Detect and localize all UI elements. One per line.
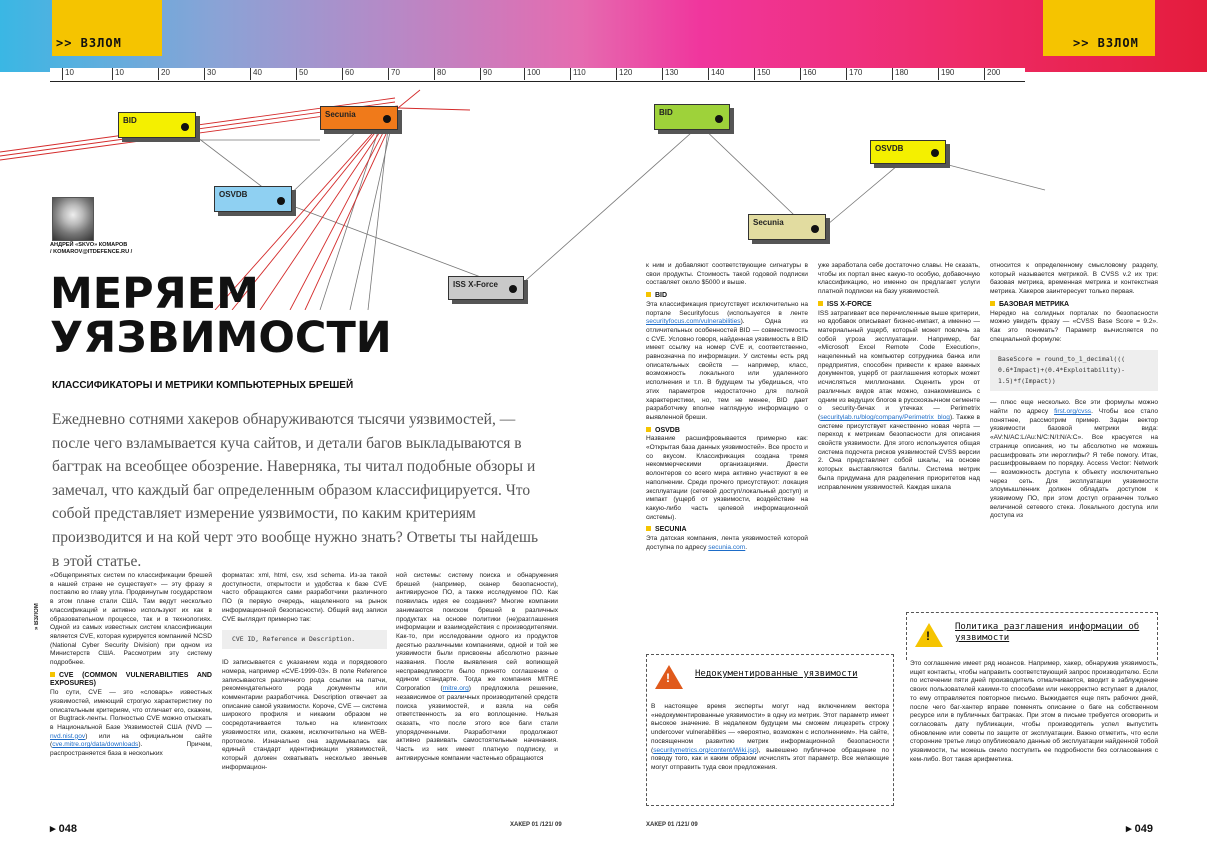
diagram-box-label: ISS X-Force [453, 280, 498, 289]
diagram-box-bid [118, 112, 196, 138]
diagram-box-label: OSVDB [875, 144, 904, 153]
code-line: BaseScore = round_to_1_decimal((( [998, 355, 1125, 364]
code-snippet: CVE ID, Reference и Description. [222, 630, 387, 649]
link[interactable]: secunia.com [708, 543, 746, 551]
ruler-tick: 20 [158, 68, 170, 80]
ruler-tick: 10 [112, 68, 124, 80]
paragraph: Нередко на солидных порталах по безопасности можно увидеть фразу — «CVSS Base Score = 9.2». Как это понимать? Параметр вычисляется по специальной формуле: [990, 309, 1158, 343]
article-title [50, 269, 392, 363]
link[interactable]: cve.mitre.org/data/downloads [52, 741, 139, 749]
section-tag-right: >> ВЗЛОМ [1043, 0, 1155, 56]
text-column-4 [646, 262, 808, 556]
paragraph: уже заработала себе достаточно славы. Не сказать, чтобы их портал внес какую-то особую, добавочную классификацию, но именно он предлагает услуги платной подписки на базу уязвимостей. [818, 262, 980, 296]
page-number-left: ▸ 048 [50, 823, 77, 835]
diagram-box-secunia [320, 106, 398, 130]
diagram-link [815, 155, 910, 235]
text-column-6 [990, 262, 1158, 524]
code-line: 0.6*Impact)+(0.4*Exploitability)- [998, 366, 1125, 375]
paragraph: Название расшифровывается примерно как: «Открытая база данных уязвимостей». Все просто и со вкусом. Классификация создана тремя некоммерческими организациями. Двести волонтеров со всего мира активно участвуют в ее наполнении. Среди прочего присутствуют: локация эксплуатации (сетевой доступ/локальный доступ) и импакт (ущерб от уязвимости, воздействие на какую-либо часть целевой информационной системы). [646, 435, 808, 521]
author-info [50, 242, 132, 256]
diagram-box-label: OSVDB [219, 190, 248, 199]
paragraph: Эта классификация присутствует исключительно на портале Securityfocus (используется в ленте securityfocus.com/vulnerabilities). Одна из отличительных особенностей BID — совместимость с CVE. Условно говоря, найденная уязвимость в BID имеет ссылку на номер CVE и, соответственно, равнозначна по информации. У системы есть ряд описательных свойств — например, класс, возможность локального или удаленного исполнения и т.п. В будущем ты убедишься, что этих параметров недостаточно для полной характеристики, но, тем не менее, BID дает разработчику вполне наглядную информацию о выявленной бреши. [646, 300, 808, 421]
link[interactable]: first.org/cvss [1054, 408, 1092, 416]
magazine-issue-right: ХАКЕР 01 /121/ 09 [646, 822, 698, 828]
author-name: АНДРЕЙ «SKVO» КОМАРОВ [50, 242, 128, 248]
diagram-node-dot [811, 225, 819, 233]
diagram-node-dot [181, 123, 189, 131]
diagram-node-dot [931, 149, 939, 157]
section-heading: ISS X-FORCE [818, 301, 980, 310]
section-heading: БАЗОВАЯ МЕТРИКА [990, 301, 1158, 310]
header-band [0, 0, 1207, 72]
diagram-node-dot [383, 115, 391, 123]
side-section-label: » ВЗЛОМ [34, 603, 40, 630]
diagram-box-osvdb-2 [870, 140, 946, 164]
ruler-tick: 110 [570, 68, 586, 80]
text-column-1 [50, 572, 212, 762]
diagram-box-bid-2 [654, 104, 730, 130]
ruler-tick: 70 [388, 68, 400, 80]
article-title-line: МЕРЯЕМ [50, 269, 259, 319]
text-column-5 [818, 262, 980, 495]
article-lead: Ежедневно сотнями хакеров обнаруживаются тысячи уязвимостей, — после чего взламывается куча сайтов, и детали багов выкладываются в багтрак на всеобщее обозрение. Наверняка, ты читал подобные обзоры и замечал, что каждый баг определенным образом классифицируется. Что собой представляет измерение уязвимости, по каким критериям производится и на кой черт это вообще нужно знать? Ответы ты найдешь в этой статье. [52, 411, 539, 570]
diagram-red-line [398, 108, 470, 110]
link[interactable]: securitylab.ru/blog/company/Perimetrix_blog [820, 413, 950, 421]
paragraph: — плюс еще несколько. Все эти формулы можно найти по адресу first.org/cvss. Чтобы все стало понятнее, рассмотрим пример. Задан вектор уязвимости базовой метрики вида: «AV:N/AC:L/Au:N/C:N/I:N/A:C». Все красуется на странице описания, но ты абсолютно не можешь расшифровать эти иероглифы? Я тебе помогу. Итак, расшифровываем по порядку. Access Vector: Network — возможность доступа к объекту исключительно через сеть. Для эксплуатации уязвимости злоумышленник должен обладать доступом к уязвимому ПО, при этом доступ ограничен только величиной сетевого стека. Локального доступа или доступа из [990, 399, 1159, 520]
link[interactable]: securityfocus.com/vulnerabilities [646, 318, 741, 326]
ruler-tick: 100 [524, 68, 540, 80]
diagram-node-dot [509, 285, 517, 293]
code-line: 1.5)*f(Impact)) [998, 377, 1056, 386]
section-tag-left: >> ВЗЛОМ [52, 0, 162, 56]
ruler-tick: 60 [342, 68, 354, 80]
ruler-tick: 200 [984, 68, 1000, 80]
paragraph: относится к определенному смысловому разделу, который называется метрикой. В CVSS v.2 их три: базовая метрика, временная метрика и контекстная метрика. Хакеров заинтересует только первая. [990, 262, 1158, 296]
diagram-box-label: Secunia [753, 218, 784, 227]
magazine-issue-left: ХАКЕР 01 /121/ 09 [510, 822, 562, 828]
formula-code [990, 350, 1158, 391]
ruler-tick: 160 [800, 68, 816, 80]
diagram-red-line [398, 90, 420, 108]
section-heading: SECUNIA [646, 526, 808, 535]
page-number-right: ▸ 049 [1126, 823, 1153, 835]
ruler-tick: 170 [846, 68, 862, 80]
warning-icon: ! [915, 623, 943, 647]
article-subtitle: КЛАССИФИКАТОРЫ И МЕТРИКИ КОМПЬЮТЕРНЫХ БРЕШЕЙ [52, 380, 354, 391]
section-heading: OSVDB [646, 427, 808, 436]
callout-undocumented [646, 654, 894, 806]
ruler-tick: 10 [62, 68, 74, 80]
ruler-tick: 180 [892, 68, 908, 80]
link[interactable]: nvd.nist.gov [50, 732, 86, 740]
author-email: / KOMAROV@ITDEFENCE.RU / [50, 249, 133, 255]
callout-title: Недокументированные уязвимости [695, 669, 858, 679]
warning-icon: ! [655, 665, 683, 689]
paragraph: форматах: xml, html, csv, xsd schema. Из-за такой доступности, открытости и удобства к базе CVE часто обращаются сами разработчики различного ПО (в первую очередь, нацеленного на рынок информационной безопасности). Общий вид записи CVE выглядит примерно так: [222, 572, 387, 623]
ruler-tick: 40 [250, 68, 262, 80]
paragraph: «Общепринятых систем по классификации брешей в нашей стране не существует» — эту фразу я поставлю во главу угла. Продвинутым государством в этом плане стали США. Там ведут несколько классификаций и активно используют их как в образовательном процессе, так и в технологиях. Одной из самых известных систем классификации является CVE, которая курируется компанией NCSD (National Cyber Security Division) при одном из Министерств США. Рассмотрим эту систему подробнее. [50, 572, 212, 667]
text-column-2 [222, 572, 387, 775]
callout-title: Политика разглашения информации об уязвимости [955, 622, 1140, 643]
ruler-tick: 190 [938, 68, 954, 80]
diagram-box-label: BID [659, 108, 673, 117]
callout-text: В настоящее время эксперты могут над включением вектора «недокументированные уязвимости» в одну из метрик. Этот параметр имеет высокое значение. В недалеком будущем мы сможем лицезреть строку undercover vulnerabilities — «вероятно, возможен с исполнением». На сайте, посвященном развитию метрик информационной безопасности (securitymetrics.org/content/Wiki.jsp), вывешено публичное обращение по поводу того, как и каким образом исчислять этот параметр. Все желающие могут отправить туда свои предложения. [651, 703, 889, 771]
link[interactable]: mitre.org [442, 685, 469, 693]
diagram-box-osvdb [214, 186, 292, 212]
paragraph: ID записывается с указанием кода и порядкового номера, например «CVE-1999-03». В поле Reference записываются различного рода ссылки на патчи, рекомендательного рода документы или комментарии разработчика. Description отвечает за описание самой уязвимости. Короче, CVE — система широкого профиля и никаким образом не сосредотачивается только на клиентских уязвимостях или, скажем, исключительно на WEB-протоколе. Изначально она задумывалась как единый стандарт идентификации уязвимостей, который должен охватывать несколько звеньев информацион- [222, 659, 387, 771]
paragraph: ISS затрагивает все перечисленные выше критерии, но вдобавок описывает бизнес-импакт, а именно — материальный ущерб, который может повлечь за собой угроза эксплуатации. Например, баг «Microsoft Excel Remote Code Execution», нацеленный на компьютер сотрудника банка или предприятия, способен привести к краже важных документов, ущерб от разглашения которых может исчисляться миллионами. Оценить урон от различных видов атак можно, ознакомившись с одним из ведущих блогов в русскоязычном сегменте о security-бичах и утечках — Perimetrix (securitylab.ru/blog/company/Perimetrix_blog). Также в системе присутствует качественно новая черта — переход к метрикам безопасности для описания свойств уязвимости. Для этого используется общая система подсчета рисков уязвимостей CVSS версии 2. Она представляет собой шкалы, на основе которых выставляются баллы. Система метрик была придумана для разделения приоритетов над исправлением уязвимостей. Каждая шкала [818, 309, 980, 491]
paragraph: ной системы: систему поиска и обнаружения брешей (например, сканер безопасности), антивирусное ПО, а также исследуемое ПО. Как появилась идея ее создания? Многие компании занимаются поиском брешей в различных продуктах на основе политики (не)разглашения информации и взаимодействия с производителями. Как-то, при исследовании одного из продуктов десятью различными компаниями, одной и той же уязвимости были присвоены абсолютно разные названия. После выявления сей вопиющей несправедливости было принято соглашение о едином стандарте. Тогда же компания MITRE Corporation (mitre.org) предложила решение, независимое от различных производителей средств поиска уязвимостей, и взяла на себя ответственность за его воплощение. Нельзя сказать, что после этого все баги стали упорядоченными. Разработчики продолжают активно развивать самостоятельные начинания. Часть из них имеет платную подписку, и антивирусные компании частенько обращаются [396, 572, 558, 762]
ruler-tick: 30 [204, 68, 216, 80]
ruler-tick: 150 [754, 68, 770, 80]
author-photo [52, 197, 94, 241]
paragraph: Эта датская компания, лента уязвимостей которой доступна по адресу secunia.com. [646, 535, 808, 551]
paragraph: к ним и добавляют соответствующие сигнатуры в свои продукты. Стоимость такой годовой подписки составляет около $5000 и выше. [646, 262, 808, 287]
ruler-tick: 50 [296, 68, 308, 80]
diagram-box-label: Secunia [325, 110, 356, 119]
diagram-box-secunia-2 [748, 214, 826, 240]
diagram-box-label: BID [123, 116, 137, 125]
text-column-3 [396, 572, 558, 766]
ruler-tick: 90 [480, 68, 492, 80]
section-heading: CVE (COMMON VULNERABILITIES AND EXPOSURES) [50, 671, 212, 688]
article-title-line: УЯЗВИМОСТИ [50, 313, 392, 363]
ruler-tick: 140 [708, 68, 724, 80]
diagram-node-dot [715, 115, 723, 123]
section-heading: BID [646, 292, 808, 301]
link[interactable]: securitymetrics.org/content/Wiki.jsp [653, 746, 757, 754]
paragraph: По сути, CVE — это «словарь» известных уязвимостей, имеющий строгую характеристику по описательным критериям, что отличает его, скажем, от Bugtrack-ленты. Полностью CVE можно отыскать в Национальной Базе Уязвимостей США (NVD — nvd.nist.gov) или на официальном сайте (cve.mitre.org/data/downloads). Причем, распространяется база в нескольких [50, 689, 212, 758]
callout-disclosure-text: Это соглашение имеет ряд нюансов. Например, хакер, обнаружив уязвимость, ищет контакты, чтобы направить соответствующий запрос производителю. Если по истечении пяти дней производитель отмалчивается, вводит в заблуждение своих пользователей какими-то способами или некорректно вступает в диалог, то ему отправляется повторное письмо. Выжидается еще пять рабочих дней, после чего баг-хантер вправе поменять описание о баге на собственном ресурсе или в публичных багтраках. При этом в письме требуется оговорить и согласовать дату публикации, чтобы производитель успел выпустить обновление или советы по защите от эксплуатации. Важно отметить, что если сторонние третье лицо опубликовало данные об эксплуатации найденной тобой уязвимости, ты можешь смело поступить ее подробности без согласования с кем-либо. Вот такая арифметика. [910, 660, 1158, 763]
callout-disclosure-header [906, 612, 1158, 660]
diagram-node-dot [277, 197, 285, 205]
diagram-box-iss [448, 276, 524, 300]
ruler-tick: 120 [616, 68, 632, 80]
ruler-tick: 130 [662, 68, 678, 80]
ruler-tick: 80 [434, 68, 446, 80]
